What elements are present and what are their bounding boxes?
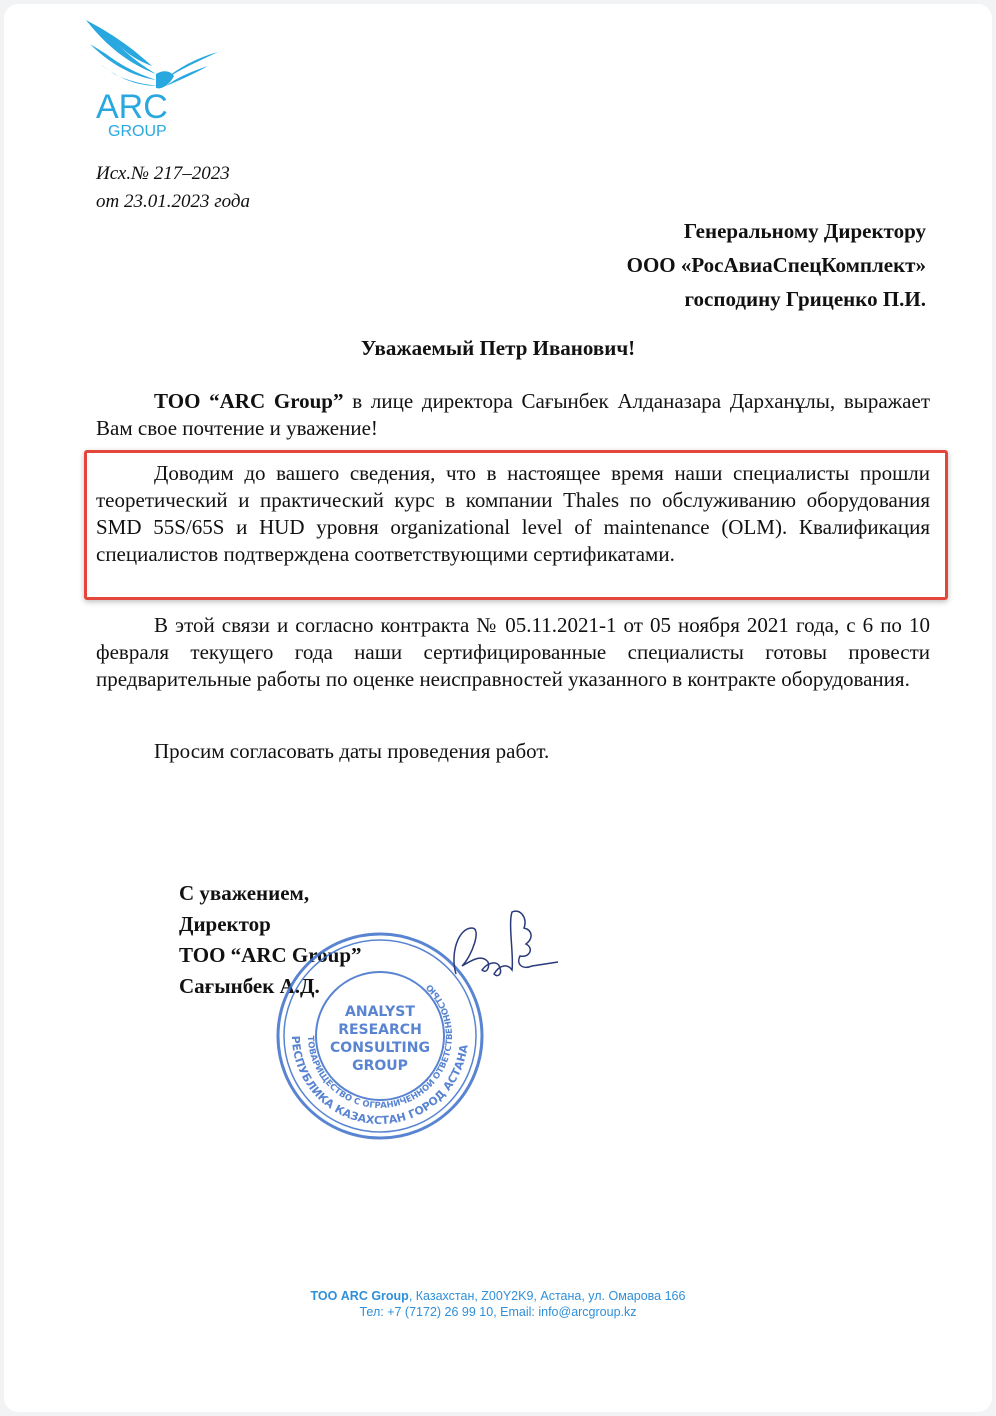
svg-text:ANALYST: ANALYST [345,1004,415,1020]
paragraph-contract: В этой связи и согласно контракта № 05.11.2021-1 от 05 ноября 2021 года, с 6 по 10 февраля текущего года наши сертифицированные специалисты готовы провести предварительные работы по оценке неисправностей указанного в контракте оборудования. [96,613,930,691]
greeting: Уважаемый Петр Иванович! [360,336,636,360]
reference-block [96,160,250,216]
footer [4,1288,992,1320]
addressee-line: ООО «РосАвиаСпецКомплект» [626,253,926,277]
addressee-line: господину Гриценко П.И. [684,287,926,311]
paragraph-certification: Доводим до вашего сведения, что в настоящее время наши специалисты прошли теоретический и практический курс в компании Thales по обслуживанию оборудования SMD 55S/65S и HUD уровня organizational level of maintenance (OLM). Квалификация специалистов подтверждена соответствующими сертификатами. [96,461,930,566]
signature [442,904,562,994]
svg-text:ТОВАРИЩЕСТВО С ОГРАНИЧЕННОЙ ОТ: ТОВАРИЩЕСТВО С ОГРАНИЧЕННОЙ ОТВЕТСТВЕННОСТЬЮ [304,981,456,1112]
addressee-line: Генеральному Директору [683,219,926,243]
svg-text:RESEARCH: RESEARCH [338,1022,422,1038]
letter-page [4,4,992,1412]
footer-company: ТОО ARC Group [310,1289,409,1303]
company-name: ТОО “ARC Group” [154,389,344,413]
closing-line: ТОО “ARC Group” [179,943,362,967]
svg-text:CONSULTING: CONSULTING [330,1040,430,1056]
closing-line: С уважением, [179,881,310,905]
paragraph-request: Просим согласовать даты проведения работ. [154,739,550,763]
arc-group-logo [78,18,228,142]
footer-address: , Казахстан, Z00Y2K9, Астана, ул. Омарова 166 [408,1289,686,1303]
paragraph-intro-text: в лице директора Сағынбек Алданазара Дарханұлы, выражает Вам свое почтение и уважение! [96,389,931,440]
paragraph-intro [96,388,930,442]
closing-line: Директор [179,912,271,936]
svg-text:РЕСПУБЛИКА КАЗАХСТАН ГОРОД АСТ: РЕСПУБЛИКА КАЗАХСТАН ГОРОД АСТАНА [288,1035,471,1128]
footer-address-line [4,1288,992,1304]
addressee-block [627,214,926,316]
svg-text:GROUP: GROUP [108,123,167,140]
reference-date: от 23.01.2023 года [96,191,250,212]
reference-number: Исх.№ 217–2023 [96,163,230,184]
highlight-box [84,450,948,600]
svg-text:GROUP: GROUP [352,1058,408,1074]
closing-line: Сағынбек А.Д. [179,974,320,998]
svg-text:ARC: ARC [96,88,168,126]
footer-contacts: Тел: +7 (7172) 26 99 10, Email: info@arcgroup.kz [359,1305,637,1319]
